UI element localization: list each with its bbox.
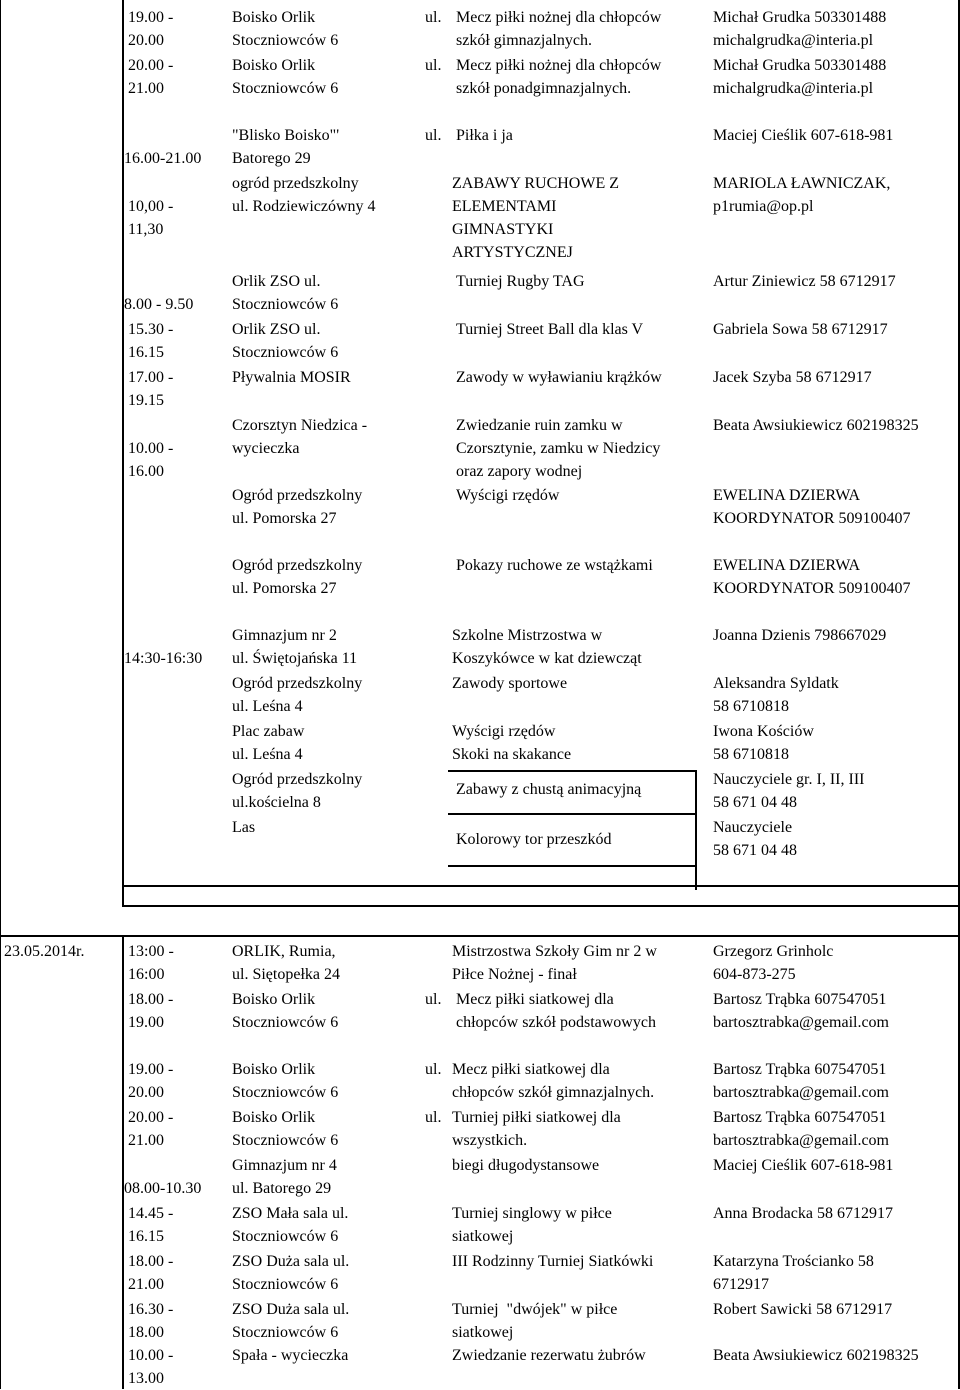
- row-place: ZSO Mała sala ul. Stoczniowców 6: [232, 1205, 349, 1245]
- table-border-bottom-2: [122, 905, 958, 907]
- row-contact: Aleksandra Syldatk 58 6710818: [713, 675, 839, 715]
- row-event: Turniej Rugby TAG: [456, 273, 585, 290]
- row-ul-label: ul.: [425, 1061, 442, 1078]
- row-event: Mecz piłki nożnej dla chłopców szkół ponadgimnazjalnych.: [456, 57, 662, 97]
- row-place: Gimnazjum nr 4 ul. Batorego 29: [232, 1157, 337, 1197]
- row-event: Zwiedzanie rezerwatu żubrów: [452, 1347, 646, 1364]
- row-contact: Bartosz Trąbka 607547051 bartosztrabka@gemail.com: [713, 1061, 889, 1101]
- row-event: Mecz piłki nożnej dla chłopców szkół gimnazjalnych.: [456, 9, 662, 49]
- row-date: 23.05.2014r.: [4, 943, 85, 960]
- row-time: 19.00 - 20.00: [128, 9, 174, 49]
- event-box-bottom: [448, 865, 697, 867]
- row-event: Zwiedzanie ruin zamku w Czorsztynie, zamku w Niedzicy oraz zapory wodnej: [456, 417, 661, 480]
- row-place: Orlik ZSO ul. Stoczniowców 6: [232, 273, 339, 313]
- row-contact: Michał Grudka 503301488 michalgrudka@interia.pl: [713, 9, 887, 49]
- row-place: Ogród przedszkolny ul. Pomorska 27: [232, 557, 363, 597]
- row-ul-label: ul.: [425, 57, 442, 74]
- row-ul-label: ul.: [425, 991, 442, 1008]
- row-contact: Beata Awsiukiewicz 602198325: [713, 417, 919, 434]
- row-place: Plac zabaw ul. Leśna 4: [232, 723, 305, 763]
- row-time: 14.45 - 16.15: [128, 1205, 174, 1245]
- row-contact: Grzegorz Grinholc 604-873-275: [713, 943, 834, 983]
- row-contact: Nauczyciele gr. I, II, III 58 671 04 48: [713, 771, 865, 811]
- row-event: Turniej piłki siatkowej dla wszystkich.: [452, 1109, 621, 1149]
- table-border-top-2: [0, 935, 960, 937]
- row-time: 14:30-16:30: [124, 650, 203, 667]
- row-contact: Robert Sawicki 58 6712917: [713, 1301, 893, 1318]
- row-contact: EWELINA DZIERWA KOORDYNATOR 509100407: [713, 487, 911, 527]
- table-border-left: [0, 0, 1, 1389]
- row-event: biegi długodystansowe: [452, 1157, 600, 1174]
- row-time: 16.30 - 18.00: [128, 1301, 174, 1341]
- row-event: Mecz piłki siatkowej dla chłopców szkół podstawowych: [456, 991, 656, 1031]
- row-contact: Maciej Cieślik 607-618-981: [713, 1157, 894, 1174]
- row-contact: Bartosz Trąbka 607547051 bartosztrabka@gemail.com: [713, 991, 889, 1031]
- row-place: Boisko Orlik Stoczniowców 6: [232, 9, 339, 49]
- row-place: Spała - wycieczka: [232, 1347, 349, 1364]
- table-border-event-box: [695, 770, 697, 890]
- row-place: Orlik ZSO ul. Stoczniowców 6: [232, 321, 339, 361]
- row-contact: Gabriela Sowa 58 6712917: [713, 321, 888, 338]
- row-contact: Katarzyna Trościanko 58 6712917: [713, 1253, 874, 1293]
- row-contact: Beata Awsiukiewicz 602198325: [713, 1347, 919, 1364]
- row-time: 20.00 - 21.00: [128, 1109, 174, 1149]
- row-contact: Jacek Szyba 58 6712917: [713, 369, 872, 386]
- row-place: Boisko Orlik Stoczniowców 6: [232, 57, 339, 97]
- row-event: III Rodzinny Turniej Siatkówki: [452, 1253, 654, 1270]
- event-box-top: [448, 770, 697, 772]
- row-time: 20.00 - 21.00: [128, 57, 174, 97]
- row-place: "Blisko Boisko"' Batorego 29: [232, 127, 340, 167]
- row-event: Turniej Street Ball dla klas V: [456, 321, 644, 338]
- row-time: 17.00 - 19.15: [128, 369, 174, 409]
- row-time: 18.00 - 19.00: [128, 991, 174, 1031]
- row-event: Mistrzostwa Szkoły Gim nr 2 w Piłce Nożnej - finał: [452, 943, 657, 983]
- row-event: Zawody sportowe: [452, 675, 568, 692]
- row-contact: Nauczyciele 58 671 04 48: [713, 819, 797, 859]
- row-place: ogród przedszkolny ul. Rodziewiczówny 4: [232, 175, 376, 215]
- row-place: Ogród przedszkolny ul.kościelna 8: [232, 771, 363, 811]
- row-event: Turniej "dwójek" w piłce siatkowej: [452, 1301, 618, 1341]
- row-contact: Maciej Cieślik 607-618-981: [713, 127, 894, 144]
- row-place: Las: [232, 819, 256, 836]
- row-ul-label: ul.: [425, 9, 442, 26]
- row-event: Pokazy ruchowe ze wstążkami: [456, 557, 653, 574]
- row-contact: Artur Ziniewicz 58 6712917: [713, 273, 896, 290]
- event-box-mid: [448, 813, 697, 815]
- row-contact: Bartosz Trąbka 607547051 bartosztrabka@gemail.com: [713, 1109, 889, 1149]
- row-event: Kolorowy tor przeszkód: [456, 831, 612, 848]
- row-event: Wyścigi rzędów: [456, 487, 560, 504]
- row-place: Boisko Orlik Stoczniowców 6: [232, 1061, 339, 1101]
- row-time: 08.00-10.30: [124, 1180, 202, 1197]
- row-event: Piłka i ja: [456, 127, 513, 144]
- row-contact: MARIOLA ŁAWNICZAK, p1rumia@op.pl: [713, 175, 891, 215]
- row-time: 10,00 - 11,30: [128, 198, 174, 238]
- row-place: Pływalnia MOSIR: [232, 369, 351, 386]
- row-contact: Michał Grudka 503301488 michalgrudka@interia.pl: [713, 57, 887, 97]
- row-event: Wyścigi rzędów Skoki na skakance: [452, 723, 572, 763]
- row-time: 10.00 - 16.00: [128, 440, 174, 480]
- row-place: Ogród przedszkolny ul. Pomorska 27: [232, 487, 363, 527]
- row-event: Zabawy z chustą animacyjną: [456, 781, 642, 798]
- row-event: Mecz piłki siatkowej dla chłopców szkół gimnazjalnych.: [452, 1061, 655, 1101]
- row-time: 19.00 - 20.00: [128, 1061, 174, 1101]
- row-event: Zawody w wyławianiu krążków: [456, 369, 662, 386]
- row-time: 16.00-21.00: [124, 150, 202, 167]
- row-contact: Iwona Kościów 58 6710818: [713, 723, 814, 763]
- row-time: 13:00 - 16:00: [128, 943, 174, 983]
- row-event: ZABAWY RUCHOWE Z ELEMENTAMI GIMNASTYKI ARTYSTYCZNEJ: [452, 175, 619, 261]
- row-event: Turniej singlowy w piłce siatkowej: [452, 1205, 612, 1245]
- row-time: 18.00 - 21.00: [128, 1253, 174, 1293]
- row-ul-label: ul.: [425, 127, 442, 144]
- row-place: Ogród przedszkolny ul. Leśna 4: [232, 675, 363, 715]
- row-place: Czorsztyn Niedzica - wycieczka: [232, 417, 368, 457]
- row-time: 10.00 - 13.00: [128, 1347, 174, 1387]
- row-place: Boisko Orlik Stoczniowców 6: [232, 1109, 339, 1149]
- row-place: Boisko Orlik Stoczniowców 6: [232, 991, 339, 1031]
- row-contact: Joanna Dzienis 798667029: [713, 627, 887, 644]
- row-event: Szkolne Mistrzostwa w Koszykówce w kat dziewcząt: [452, 627, 642, 667]
- row-place: ORLIK, Rumia, ul. Siętopełka 24: [232, 943, 340, 983]
- table-border-bottom-1: [122, 885, 958, 887]
- row-place: Gimnazjum nr 2 ul. Świętojańska 11: [232, 627, 358, 667]
- row-contact: Anna Brodacka 58 6712917: [713, 1205, 893, 1222]
- row-time: 8.00 - 9.50: [124, 296, 194, 313]
- row-contact: EWELINA DZIERWA KOORDYNATOR 509100407: [713, 557, 911, 597]
- row-place: ZSO Duża sala ul. Stoczniowców 6: [232, 1301, 350, 1341]
- row-place: ZSO Duża sala ul. Stoczniowców 6: [232, 1253, 350, 1293]
- row-ul-label: ul.: [425, 1109, 442, 1126]
- row-time: 15.30 - 16.15: [128, 321, 174, 361]
